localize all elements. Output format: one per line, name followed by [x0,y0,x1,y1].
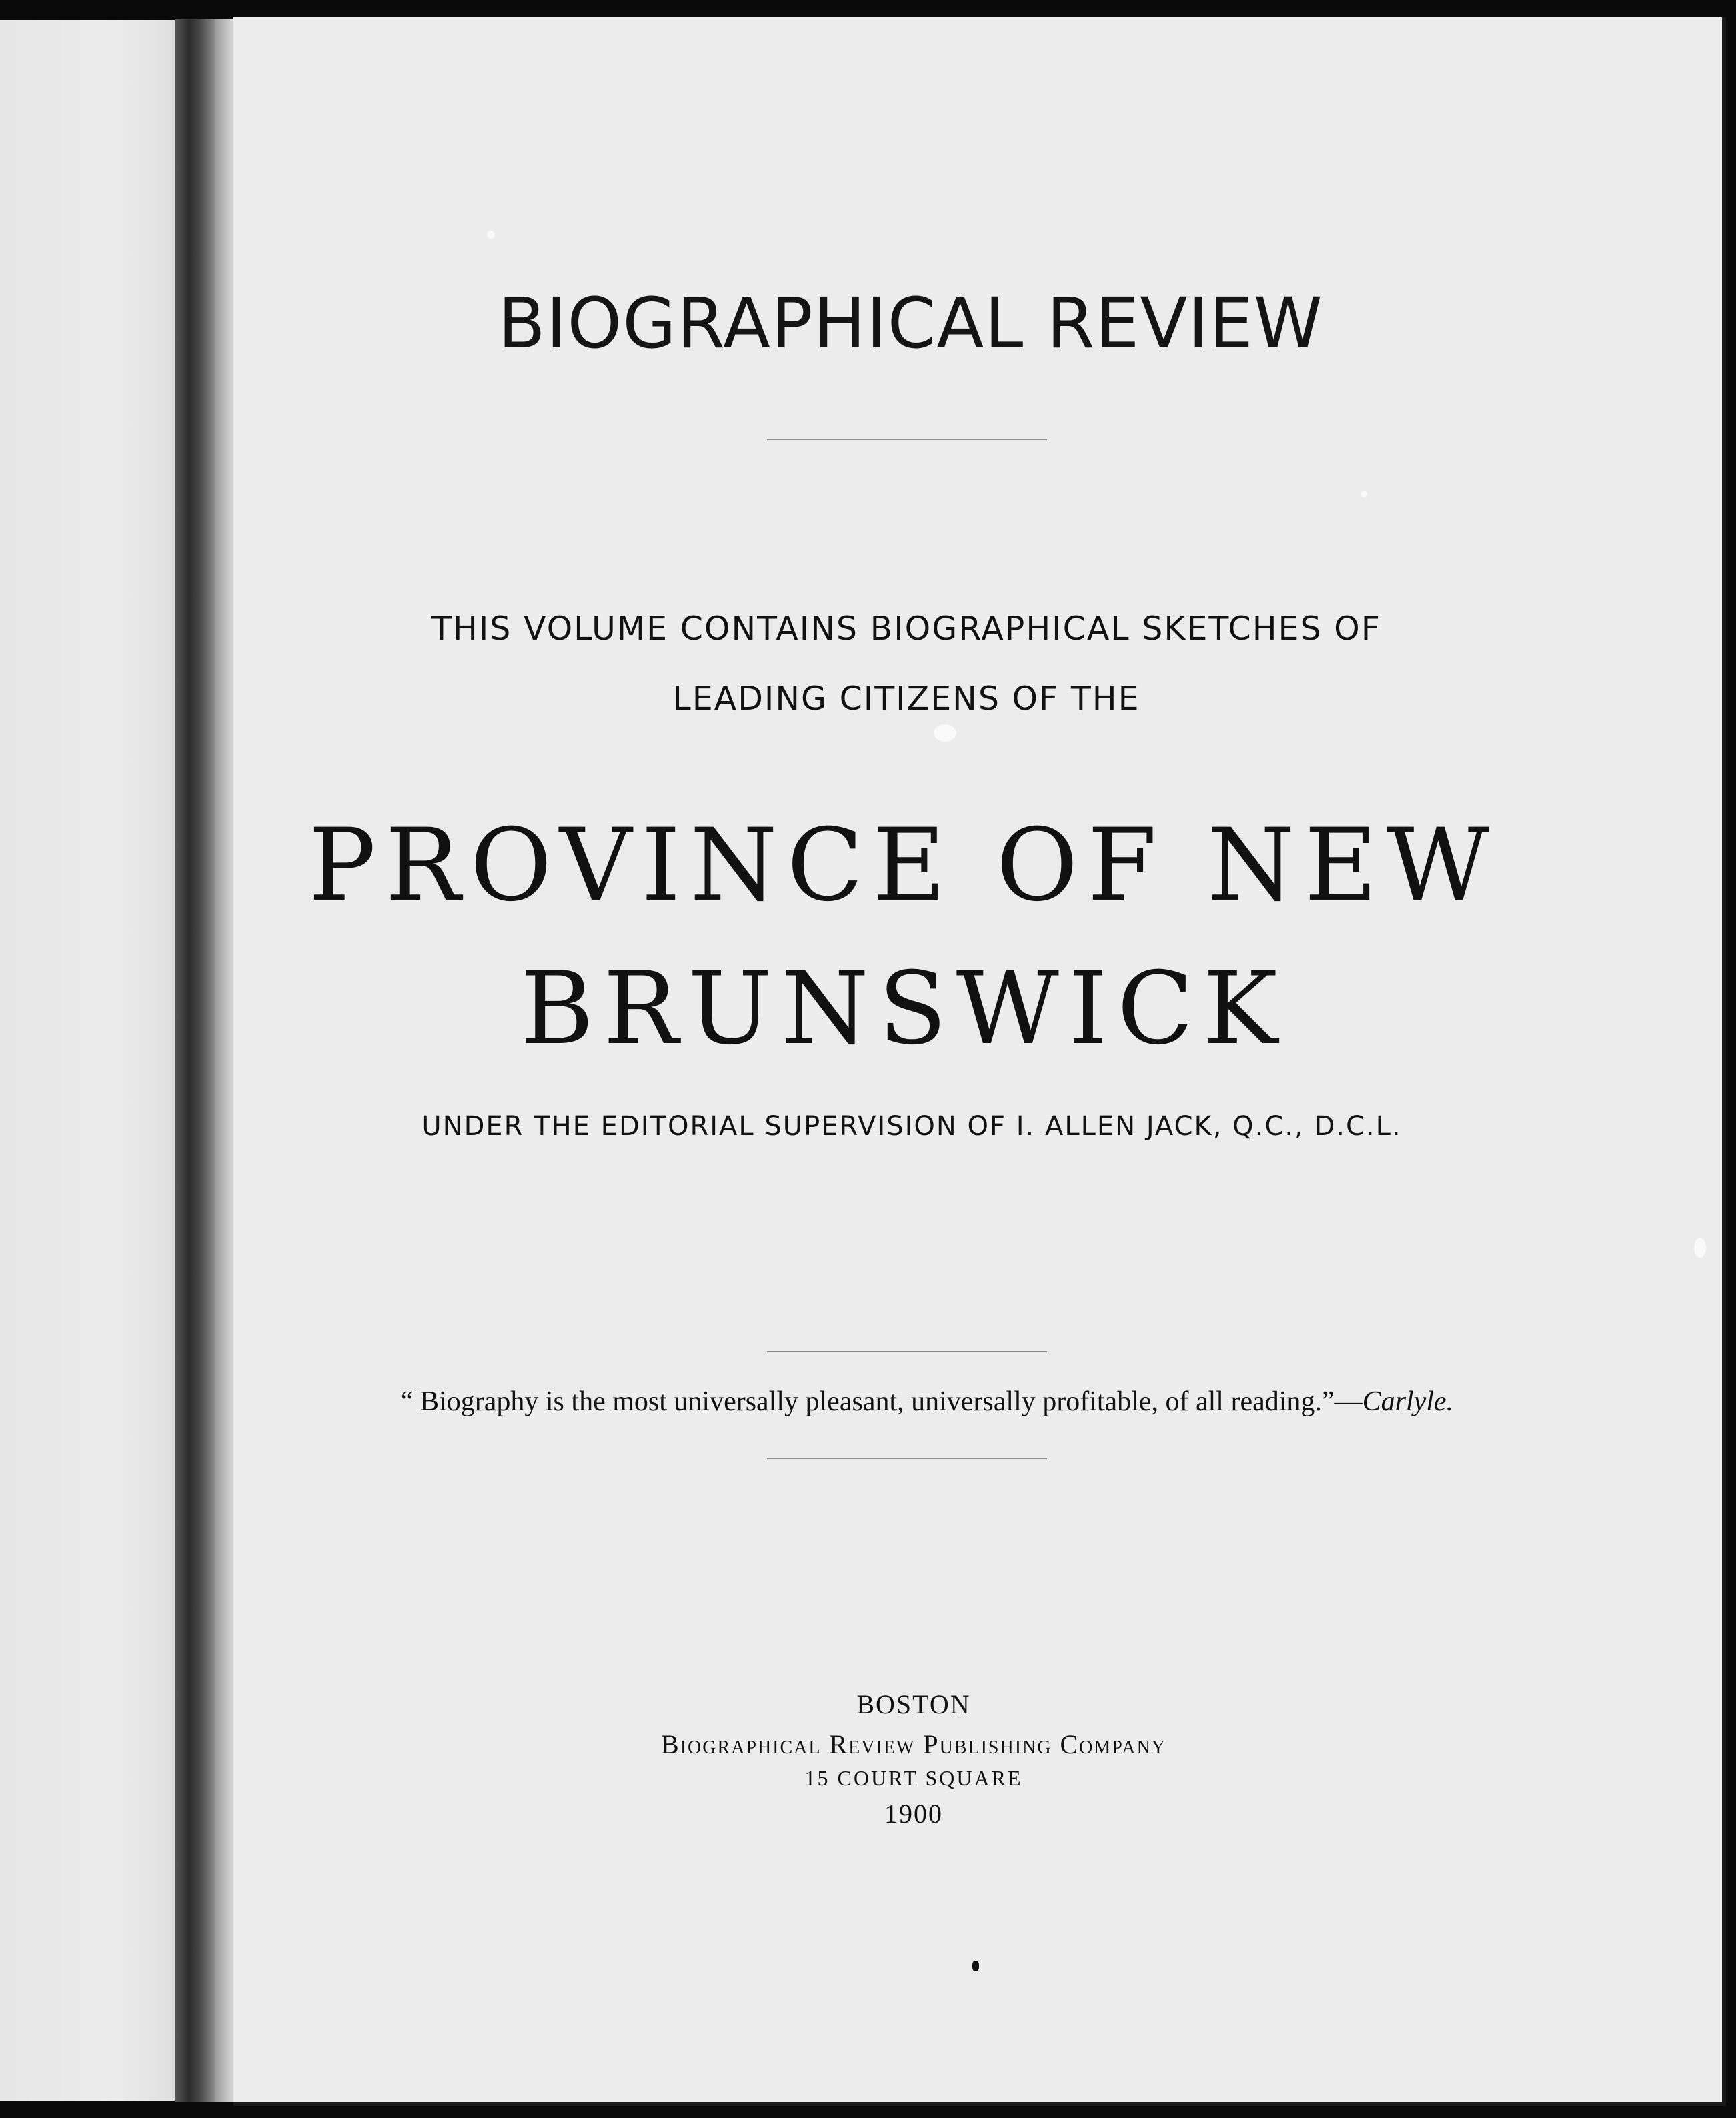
paper-speck [1361,491,1367,497]
province-title-line-1: PROVINCE OF NEW [308,808,1499,924]
contents-line-2: LEADING CITIZENS OF THE [672,680,1140,718]
publisher-address: 15 COURT SQUARE [804,1766,1023,1790]
series-title: BIOGRAPHICAL REVIEW [498,283,1323,364]
publisher-city: BOSTON [856,1689,971,1719]
left-flyleaf [0,20,193,2101]
paper-speck [1694,1238,1706,1258]
contents-line-1: THIS VOLUME CONTAINS BIOGRAPHICAL SKETCHES OF [431,610,1381,648]
epigraph-author: Carlyle. [1362,1386,1454,1417]
paper-speck [487,231,495,239]
publication-year: 1900 [884,1799,943,1829]
ink-mark [972,1961,979,1971]
book-gutter [175,19,215,2102]
rule-above-epigraph [767,1351,1047,1352]
title-page [233,17,1726,2106]
paper-speck [934,724,956,742]
editor-line: UNDER THE EDITORIAL SUPERVISION OF I. ALLEN JACK, Q.C., D.C.L. [421,1111,1402,1142]
province-title-line-2: BRUNSWICK [520,951,1287,1067]
epigraph [233,1386,1621,1418]
publisher-name: Biographical Review Publishing Company [661,1729,1166,1759]
epigraph-text: “ Biography is the most universally pleasant, universally profitable, of all reading.”— [400,1386,1363,1417]
rule-below-epigraph [767,1458,1047,1459]
rule-under-series-title [767,439,1047,440]
